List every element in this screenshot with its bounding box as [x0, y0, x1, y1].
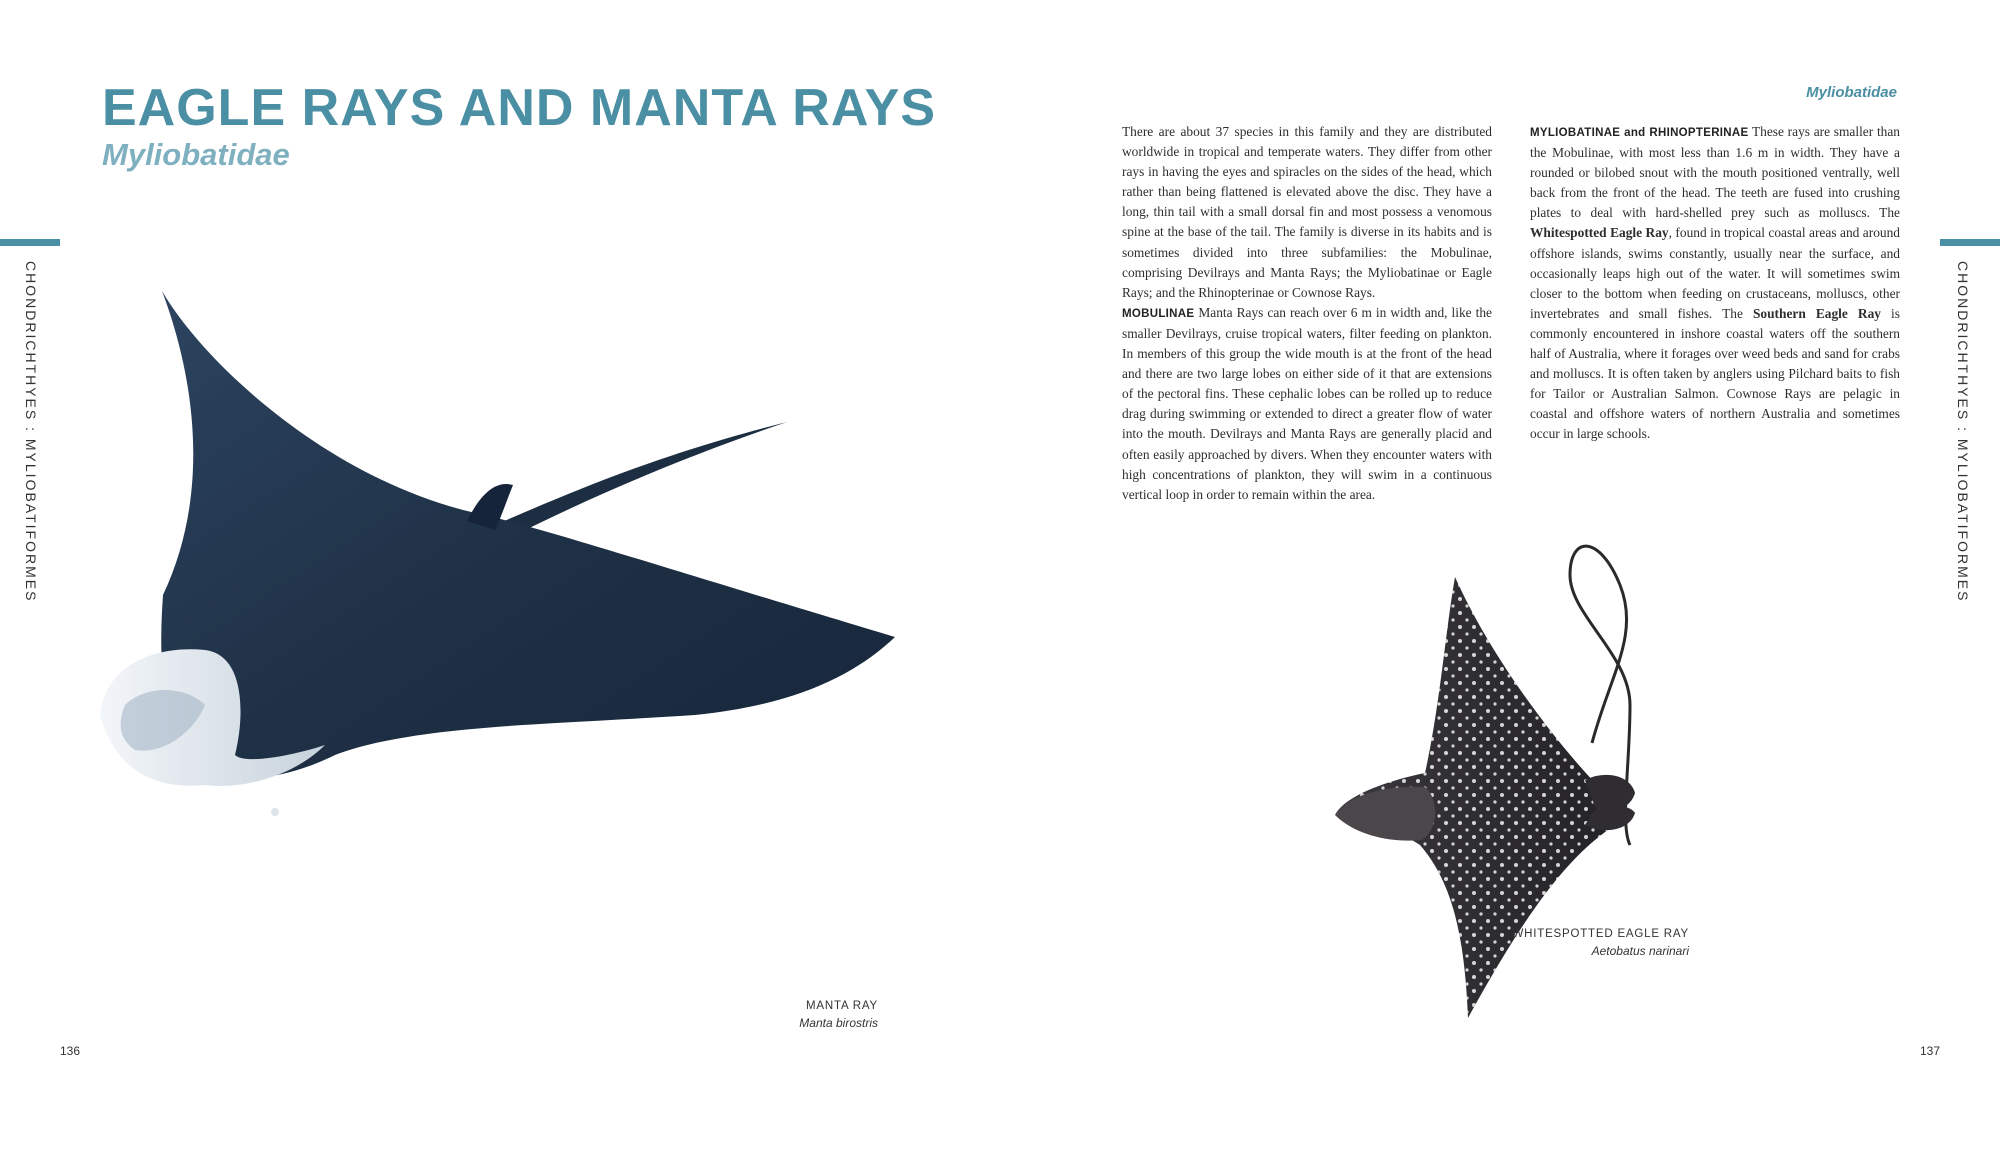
myliobatinae-paragraph: [1530, 122, 1900, 445]
running-head: Myliobatidae: [1806, 84, 1897, 101]
eagle-ray-common-name: WHITESPOTTED EAGLE RAY: [1512, 928, 1689, 940]
body-column-1: [1122, 122, 1492, 505]
manta-ray-caption: [799, 998, 878, 1032]
page-title: EAGLE RAYS AND MANTA RAYS: [102, 79, 936, 137]
body-column-2: [1530, 122, 1900, 445]
mobulinae-lead: MOBULINAE: [1122, 307, 1195, 320]
intro-paragraph: There are about 37 species in this family and they are distributed worldwide in tropical and temperate waters. They differ from other rays in having the eyes and spiracles on the sides of the head, which rather than being flattened is elevated above the disc. They have a long, thin tail with a small dorsal fin and most possess a venomous spine at the base of the tail. The family is diverse in its habits and is sometimes divided into three subfamilies: the Mobulinae, comprising Devilrays and Manta Rays; the Myliobatinae or Eagle Rays; and the Rhinopterinae or Cownose Rays.: [1122, 124, 1492, 300]
mobulinae-text: Manta Rays can reach over 6 m in width and, like the smaller Devilrays, cruise tropical waters, filter feeding on plankton. In members of this group the wide mouth is at the front of the head and there are two large lobes on either side of it that are extensions of the pectoral fins. These cephalic lobes can be rolled up to reduce drag during swimming or extended to direct a greater flow of water into the mouth. Devilrays and Manta Rays are generally placid and often easily approached by divers. When they encounter waters with high concentrations of plankton, they will swim in a continuous vertical loop in order to remain within the area.: [1122, 304, 1492, 502]
manta-ray-common-name: MANTA RAY: [806, 1000, 878, 1012]
whitespotted-eagle-ray-term: Whitespotted Eagle Ray: [1530, 225, 1669, 241]
eagle-ray-scientific-name: Aetobatus narinari: [1591, 944, 1689, 958]
myliobatinae-text-2: , found in tropical coastal areas and around offshore islands, swims constantly, usually near the surface, and occasionally leaps high out of the water. It will sometimes swim closer to the bottom when feeding on crustaceans, molluscs, other invertebrates and small fishes. The: [1530, 225, 1900, 321]
southern-eagle-ray-term: Southern Eagle Ray: [1752, 305, 1881, 321]
left-page-number: 136: [60, 1044, 81, 1058]
right-side-label: CHONDRICHTHYES : MYLIOBATIFORMES: [1955, 261, 1971, 603]
eagle-ray-caption: [1513, 926, 1690, 960]
page-subtitle: Myliobatidae: [102, 137, 290, 172]
left-side-label: CHONDRICHTHYES : MYLIOBATIFORMES: [23, 261, 39, 603]
right-tab-marker: [1940, 239, 2000, 246]
myliobatinae-lead: MYLIOBATINAE and RHINOPTERINAE: [1530, 127, 1749, 139]
left-tab-marker: [0, 239, 60, 246]
mobulinae-paragraph: [1122, 303, 1492, 505]
myliobatinae-text-3: is commonly encountered in inshore coastal waters off the southern half of Australia, where it forages over weed beds and sand for crabs and molluscs. It is often taken by anglers using Pilchard baits to fish for Tailor or Australian Salmon. Cownose Rays are pelagic in coastal and offshore waters of northern Australia and sometimes occur in large schools.: [1530, 305, 1900, 442]
manta-ray-illustration: [95, 285, 905, 845]
myliobatinae-text-1: These rays are smaller than the Mobulinae, with most less than 1.6 m in width. They have a rounded or bilobed snout with the mouth positioned ventrally, well back from the front of the head. The teeth are fused into crushing plates to deal with hard-shelled prey such as molluscs. The: [1530, 124, 1900, 221]
manta-ray-scientific-name: Manta birostris: [799, 1016, 878, 1030]
right-page-number: 137: [1920, 1044, 1941, 1058]
